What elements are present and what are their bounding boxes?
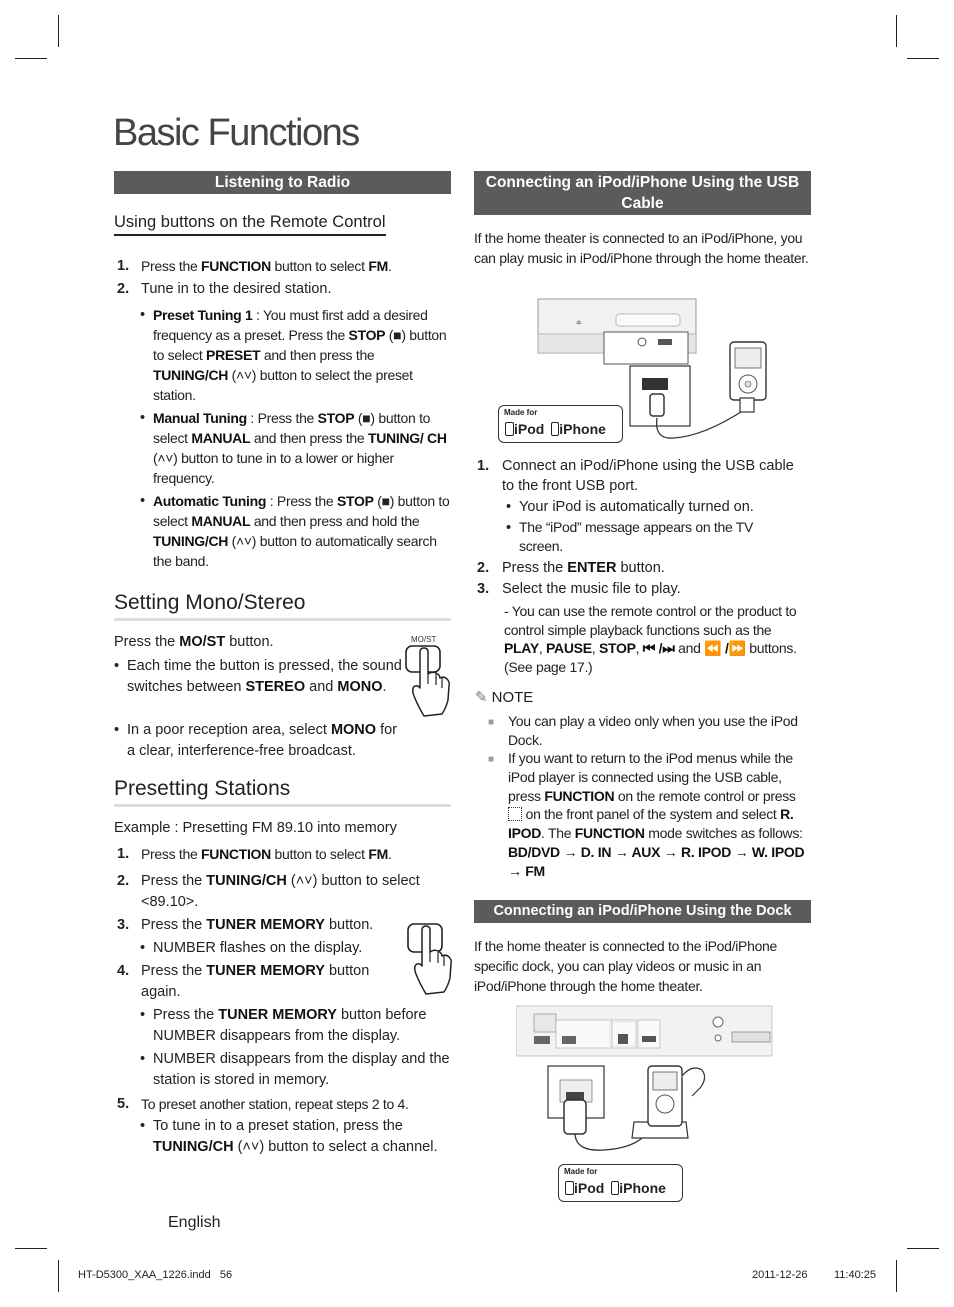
bullet: • — [140, 1007, 146, 1023]
manual-tuning-text: Manual Tuning : Press the STOP (■) button to select MANUAL and then press the TUNING/ CH (˄˅) button to tune in to a lower or higher frequency. — [153, 410, 447, 486]
step-2-text: Tune in to the desired station. — [141, 281, 332, 297]
crop-mark — [907, 58, 939, 59]
note-bullet-icon: ■ — [488, 717, 495, 728]
dock-intro: If the home theater is connected to the iPod/iPhone specific dock, you can play videos or music in an iPod/iPhone through the home theater. — [474, 938, 778, 994]
usb-step-3: Select the music file to play. — [502, 581, 681, 597]
step-1-text: Press the FUNCTION button to select FM. — [141, 258, 392, 274]
note-heading: ✎ NOTE — [475, 689, 534, 706]
automatic-tuning-text: Automatic Tuning : Press the STOP (■) button to select MANUAL and then press and hold the TUNING/CH (˄˅) button to automatically search the band. — [153, 493, 450, 569]
usb-step-1-bullet-2: The “iPod” message appears on the TV screen. — [519, 519, 754, 554]
crop-mark — [896, 15, 897, 47]
mono-press-text: Press the MO/ST button. — [114, 634, 274, 650]
footer-time: 11:40:25 — [834, 1269, 877, 1281]
made-for-label: Made for — [564, 1167, 598, 1176]
bullet: • — [506, 499, 512, 515]
crop-mark — [58, 15, 59, 47]
section-bar-radio: Listening to Radio — [114, 171, 451, 194]
usb-step-2: Press the ENTER button. — [502, 560, 665, 576]
step-number: 1. — [117, 846, 130, 862]
step-number: 1. — [117, 258, 130, 274]
bullet: • — [506, 520, 512, 536]
usb-step-1: Connect an iPod/iPhone using the USB cable to the front USB port. — [502, 458, 794, 494]
bullet: • — [140, 940, 146, 956]
iphone-label: iPhone — [619, 1180, 666, 1196]
page-title: Basic Functions — [113, 112, 359, 154]
bullet: • — [140, 1118, 146, 1134]
usb-step-1-bullet-1: Your iPod is automatically turned on. — [519, 499, 754, 515]
footer-file: HT-D5300_XAA_1226.indd 56 — [78, 1269, 233, 1281]
bullet: • — [140, 307, 146, 323]
footer-language: English — [168, 1214, 221, 1231]
step-number: 2. — [117, 281, 130, 297]
ipod-icon — [565, 1181, 574, 1195]
pencil-icon: ✎ — [475, 689, 488, 706]
bullet: • — [114, 658, 120, 674]
ipod-label: iPod — [574, 1180, 605, 1196]
most-button-label: MO/ST — [411, 635, 437, 644]
crop-mark — [15, 58, 47, 59]
mono-stereo-heading: Setting Mono/Stereo — [114, 590, 451, 621]
mono-bullet-1: Each time the button is pressed, the sound switches between STEREO and MONO. — [127, 658, 402, 695]
example-text: Example : Presetting FM 89.10 into memory — [114, 820, 397, 836]
usb-intro: If the home theater is connected to an iPod/iPhone, you can play music in iPod/iPhone through the home theater. — [474, 230, 809, 266]
presetting-step-1: Press the FUNCTION button to select FM. — [141, 846, 392, 862]
iphone-label: iPhone — [559, 421, 606, 437]
ipod-label: iPod — [514, 421, 545, 437]
crop-mark — [907, 1248, 939, 1249]
presetting-step-5: To preset another station, repeat steps 2 to 4. — [141, 1096, 409, 1112]
crop-mark — [58, 1260, 59, 1292]
remote-subheading: Using buttons on the Remote Control — [114, 211, 386, 236]
presetting-step-3: Press the TUNER MEMORY button. — [141, 917, 374, 933]
crop-mark — [896, 1260, 897, 1292]
usb-step-3-detail: - You can use the remote control or the product to control simple playback functions such as the PLAY, PAUSE, STOP, ⏮ /⏭ and ⏪ /⏩ buttons. (See page 17.) — [504, 603, 797, 675]
svg-text:⏏: ⏏ — [576, 319, 582, 326]
section-bar-dock: Connecting an iPod/iPhone Using the Dock — [474, 900, 811, 923]
preset-tuning-text: Preset Tuning 1 : You must first add a desired frequency as a preset. Press the STOP (■) button to select PRESET and then press the TUNING/CH (˄˅) button to select the preset station. — [153, 307, 447, 403]
step-number: 3. — [477, 581, 490, 597]
note-1: You can play a video only when you use the iPod Dock. — [508, 713, 798, 748]
made-for-label: Made for — [504, 408, 538, 417]
step-number: 2. — [477, 560, 490, 576]
section-bar-usb: Connecting an iPod/iPhone Using the USB Cable — [474, 171, 811, 215]
step-number: 1. — [477, 458, 490, 474]
presetting-step-4-bullet-2: NUMBER disappears from the display and the station is stored in memory. — [153, 1051, 450, 1088]
footer-date: 2011-12-26 — [752, 1269, 808, 1281]
mono-bullet-2: In a poor reception area, select MONO for a clear, interference-free broadcast. — [127, 722, 397, 759]
bullet: • — [140, 1051, 146, 1067]
presetting-step-2: Press the TUNING/CH (˄˅) button to select <89.10>. — [141, 873, 420, 910]
presetting-step-4: Press the TUNER MEMORY button again. — [141, 963, 370, 1000]
step-number: 2. — [117, 873, 130, 889]
presetting-step-4-bullet-1: Press the TUNER MEMORY button before NUMBER disappears from the display. — [153, 1007, 427, 1044]
made-for-ipod-iphone-badge — [498, 405, 623, 443]
step-number: 4. — [117, 963, 130, 979]
dock-connection-illustration — [516, 1004, 774, 1154]
ipod-icon — [505, 422, 514, 436]
hand-press-button-illustration — [402, 644, 454, 720]
hand-press-button-illustration — [402, 920, 456, 998]
presetting-step-3-bullet: NUMBER flashes on the display. — [153, 940, 363, 956]
note-2: If you want to return to the iPod menus while the iPod player is connected using the USB cable, press FUNCTION on the remote control or press on the front panel of the system and select R. IPOD. The FUNCTION mode switches as follows: BD/DVD → D. IN → AUX → R. IPOD → W. IPOD → FM — [508, 750, 805, 879]
bullet: • — [114, 722, 120, 738]
presetting-stations-heading: Presetting Stations — [114, 776, 451, 807]
bullet: • — [140, 410, 146, 426]
function-button-icon — [508, 807, 522, 821]
bullet: • — [140, 493, 146, 509]
made-for-ipod-iphone-badge — [558, 1164, 683, 1202]
step-number: 5. — [117, 1096, 130, 1112]
presetting-step-5-bullet: To tune in to a preset station, press the TUNING/CH (˄˅) button to select a channel. — [153, 1118, 438, 1155]
crop-mark — [15, 1248, 47, 1249]
note-bullet-icon: ■ — [488, 754, 495, 765]
step-number: 3. — [117, 917, 130, 933]
